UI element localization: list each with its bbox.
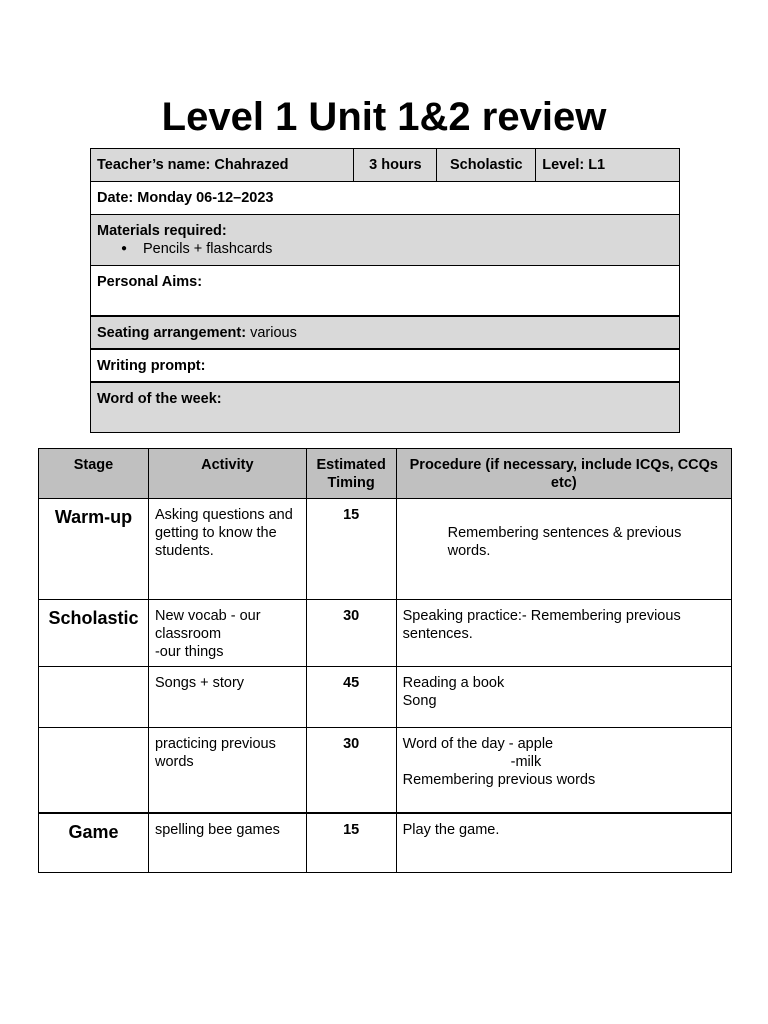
lesson-date: Date: Monday 06-12–2023 [91,182,680,215]
stage-cell: Warm-up [39,499,149,600]
activity-line: -our things [154,644,224,660]
stage-cell: Game [39,813,149,873]
materials-label: Materials required: [97,223,227,239]
activity-line: New vocab - our classroom [154,608,261,642]
timing-header: Estimated Timing [306,449,396,499]
lesson-duration: 3 hours [354,149,437,182]
stage-cell: Scholastic [39,600,149,667]
activity-cell: Songs + story [148,667,306,728]
activity-cell: practicing previous words [148,728,306,813]
lesson-plan-table [38,448,732,873]
table-row [39,667,732,728]
seating-value: various [246,325,297,341]
procedure-cell: Remembering sentences & previous words. [396,499,731,600]
procedure-cell: Speaking practice:- Remembering previous sentences. [396,600,731,667]
table-row [39,499,732,600]
date-row [91,182,680,215]
activity-header: Activity [148,449,306,499]
seating-row [91,316,680,349]
table-row [39,728,732,813]
materials-item: ● Pencils + flashcards [121,240,673,258]
stage-header: Stage [39,449,149,499]
procedure-line: -milk [510,754,542,770]
procedure-cell: Play the game. [396,813,731,873]
timing-cell: 30 [306,600,396,667]
word-row [91,382,680,433]
plan-header-row [39,449,732,499]
seating-label: Seating arrangement: [97,325,247,341]
procedure-line: Reading a book [402,675,505,691]
timing-cell: 15 [306,499,396,600]
aims-row [91,266,680,317]
table-row [39,600,732,667]
procedure-cell [396,667,731,728]
procedure-cell [396,728,731,813]
procedure-line: Song [402,693,437,709]
timing-cell: 15 [306,813,396,873]
table-row [39,813,732,873]
materials-row [91,215,680,266]
timing-cell: 45 [306,667,396,728]
document-title: Level 1 Unit 1&2 review [161,95,607,139]
writing-prompt-label: Writing prompt: [91,349,680,382]
word-of-week-label: Word of the week: [91,382,680,433]
stage-cell [39,728,149,813]
writing-row [91,349,680,382]
activity-cell [148,600,306,667]
activity-cell: Asking questions and getting to know the students. [148,499,306,600]
procedure-line: Remembering previous words [402,772,596,788]
info-header-row [91,149,680,182]
lesson-level: Level: L1 [536,149,680,182]
lesson-type: Scholastic [437,149,536,182]
stage-cell [39,667,149,728]
lesson-info-table [90,148,680,433]
procedure-line: Word of the day - apple [402,736,554,752]
materials-list [97,240,673,258]
timing-cell: 30 [306,728,396,813]
teacher-name: Teacher’s name: Chahrazed [91,149,354,182]
activity-cell: spelling bee games [148,813,306,873]
personal-aims-label: Personal Aims: [91,266,680,317]
procedure-header: Procedure (if necessary, include ICQs, CCQs etc) [396,449,731,499]
